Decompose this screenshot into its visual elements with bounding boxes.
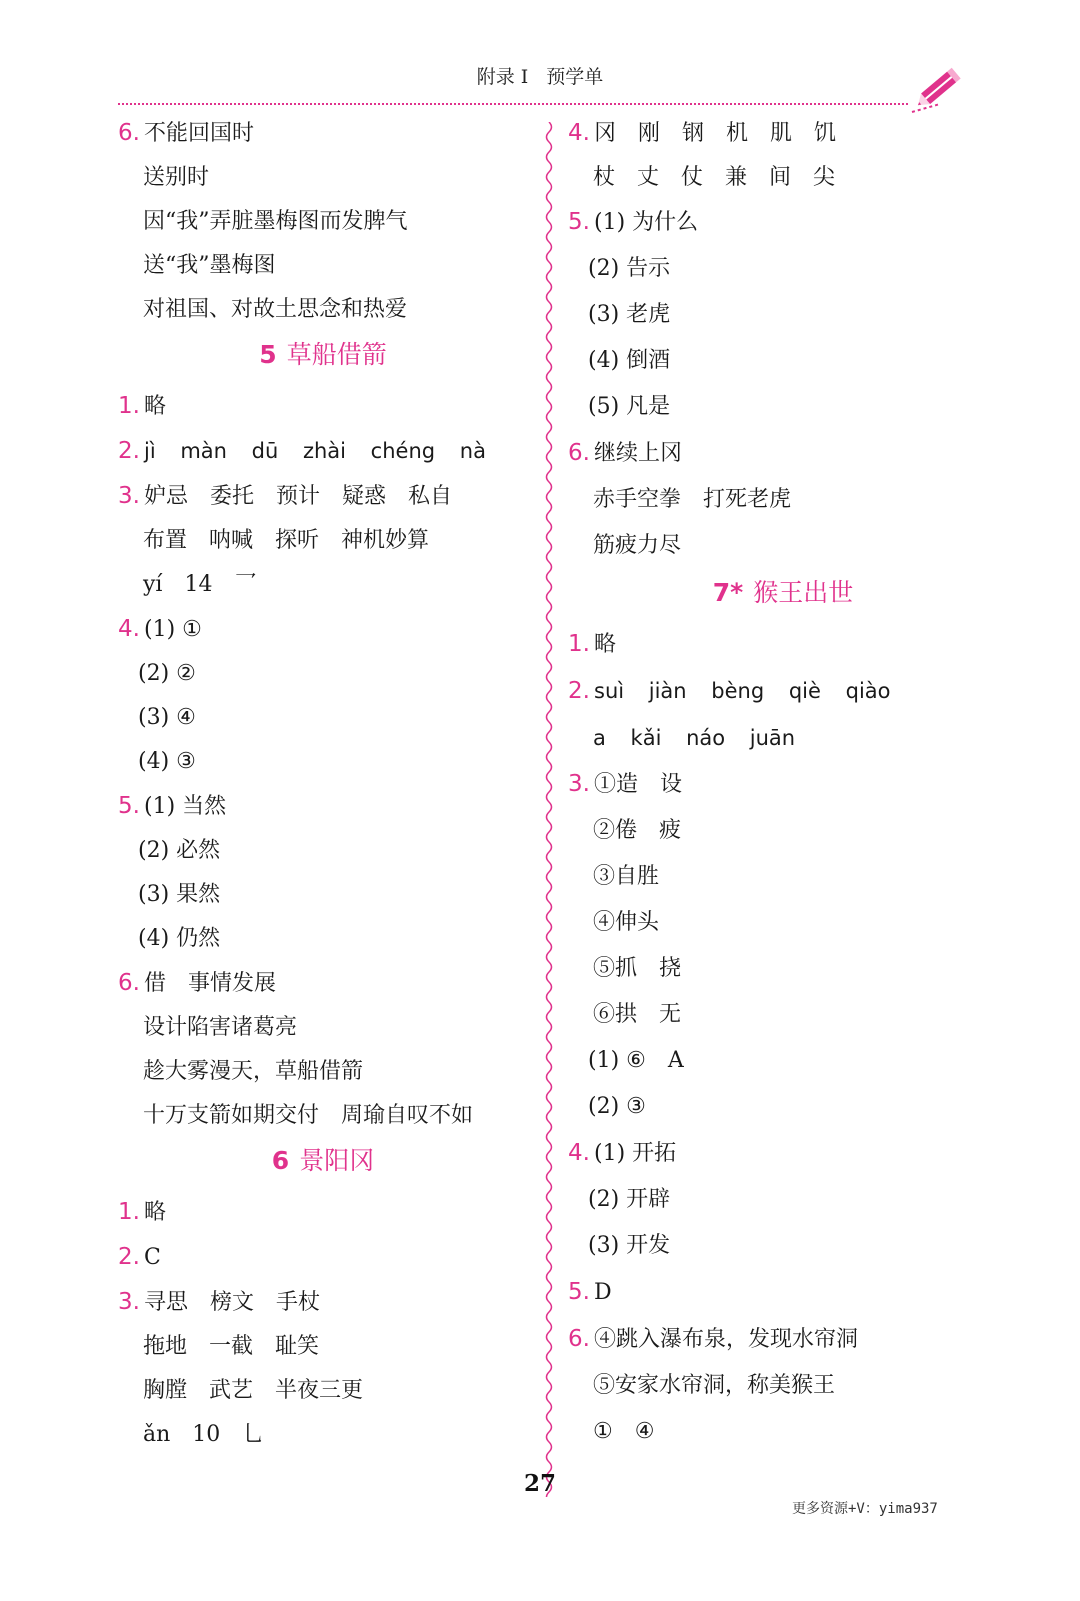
answer-line: ②倦 疲	[593, 818, 682, 843]
answer-line: (3) 果然	[138, 882, 221, 907]
answer-3	[118, 1287, 528, 1318]
answer-line: ⑤抓 挠	[593, 956, 682, 981]
question-number: 4.	[118, 616, 140, 642]
answer-text: C	[144, 1245, 161, 1270]
answer-6-prev	[118, 118, 528, 149]
lesson-number: 6	[271, 1146, 290, 1175]
answer-1	[568, 629, 998, 660]
question-number: 2.	[118, 1244, 140, 1270]
answer-text: 借 事情发展	[144, 971, 277, 996]
lesson-title: 草船借箭	[286, 340, 387, 369]
answer-line: ③自胜	[593, 864, 660, 889]
lesson-title: 景阳冈	[299, 1146, 375, 1175]
question-number: 6.	[568, 440, 590, 466]
lesson-heading-6	[118, 1145, 528, 1177]
answer-line: 布置 呐喊 探听 神机妙算	[143, 528, 430, 553]
answer-line: 送“我”墨梅图	[143, 253, 276, 278]
answer-4	[118, 614, 528, 645]
question-number: 5.	[568, 209, 590, 235]
question-number: 4.	[568, 120, 590, 146]
column-divider	[543, 122, 555, 1497]
answer-line: yí 14 乛	[143, 572, 257, 597]
answer-5	[568, 207, 998, 238]
answer-line: ① ④	[593, 1419, 655, 1444]
header-dotted-rule	[118, 103, 908, 105]
page-number: 27	[523, 1470, 556, 1497]
answer-line: (4) 仍然	[138, 926, 221, 951]
answer-1	[118, 391, 528, 422]
answer-line: (4) ③	[138, 749, 196, 774]
lesson-heading-7	[568, 577, 998, 609]
watermark-text: 更多资源+V：yima937	[792, 1501, 938, 1517]
answer-line: ⑥拱 无	[593, 1002, 682, 1027]
question-number: 1.	[118, 393, 140, 419]
answer-line: 不能回国时	[144, 121, 255, 146]
answer-line: 筋疲力尽	[593, 533, 682, 558]
answer-text: suì jiàn bèng qiè qiào	[594, 679, 891, 703]
answer-line: 赤手空拳 打死老虎	[593, 487, 792, 512]
answer-line: (3) ④	[138, 705, 196, 730]
answer-6	[568, 438, 998, 469]
question-number: 6.	[568, 1326, 590, 1352]
answer-text: 略	[594, 632, 617, 657]
answer-line: 送别时	[143, 165, 210, 190]
answer-2	[118, 1242, 528, 1273]
answer-text: (1) ①	[144, 617, 202, 642]
answer-line: (2) 必然	[138, 838, 221, 863]
question-number: 1.	[118, 1199, 140, 1225]
question-number: 6.	[118, 120, 140, 146]
answer-line: 杖 丈 仗 兼 间 尖	[593, 165, 836, 190]
answer-line: 对祖国、对故土思念和热爱	[143, 297, 408, 322]
answer-line: 拖地 一截 耻笑	[143, 1334, 320, 1359]
answer-line: (2) 开辟	[588, 1187, 671, 1212]
question-number: 3.	[118, 1289, 140, 1315]
header-appendix: 附录 I	[476, 66, 529, 88]
answer-4	[568, 118, 998, 149]
pencil-icon	[910, 60, 970, 116]
answer-3	[568, 769, 998, 800]
question-number: 6.	[118, 970, 140, 996]
answer-1	[118, 1197, 528, 1228]
question-number: 5.	[568, 1279, 590, 1305]
question-number: 4.	[568, 1140, 590, 1166]
answer-text: (1) 当然	[144, 794, 227, 819]
answer-line: 趁大雾漫天，草船借箭	[143, 1059, 364, 1084]
answer-line: ǎn 10 乚	[143, 1422, 265, 1447]
answer-2	[568, 676, 998, 707]
answer-text: (1) 开拓	[594, 1141, 677, 1166]
answer-text: ④跳入瀑布泉，发现水帘洞	[594, 1327, 859, 1352]
answer-line: 胸膛 武艺 半夜三更	[143, 1378, 364, 1403]
answer-line: (1) ⑥ A	[588, 1048, 684, 1073]
answer-line: (5) 凡是	[588, 394, 671, 419]
answer-line: (2) 告示	[588, 256, 671, 281]
answer-text: D	[594, 1280, 612, 1305]
answer-line: (2) ③	[588, 1094, 646, 1119]
lesson-number: 5	[259, 340, 277, 369]
question-number: 2.	[118, 438, 140, 464]
question-number: 5.	[118, 793, 140, 819]
answer-text: jì màn dū zhài chéng nà	[144, 439, 486, 463]
answer-5	[568, 1277, 998, 1308]
answer-line: (3) 老虎	[588, 302, 671, 327]
answer-6	[118, 968, 528, 999]
answer-line: 设计陷害诸葛亮	[143, 1015, 298, 1040]
question-number: 3.	[568, 771, 590, 797]
answer-2	[118, 436, 528, 467]
answer-5	[118, 791, 528, 822]
question-number: 3.	[118, 483, 140, 509]
answer-line: 十万支箭如期交付 周瑜自叹不如	[143, 1103, 474, 1128]
answer-text: 继续上冈	[594, 441, 683, 466]
answer-text: 略	[144, 394, 167, 419]
answer-line: ⑤安家水帘洞，称美猴王	[593, 1373, 836, 1398]
answer-line: (3) 开发	[588, 1233, 671, 1258]
answer-text: 妒忌 委托 预计 疑惑 私自	[144, 484, 453, 509]
answer-line: (4) 倒酒	[588, 348, 671, 373]
lesson-number: 7*	[712, 578, 744, 607]
lesson-title: 猴王出世	[753, 578, 854, 607]
question-number: 2.	[568, 678, 590, 704]
answer-6	[568, 1324, 998, 1355]
answer-text: 寻思 榜文 手杖	[144, 1290, 321, 1315]
answer-text: (1) 为什么	[594, 210, 699, 235]
answer-text: 略	[144, 1200, 167, 1225]
lesson-heading-5	[118, 339, 528, 371]
header-section: 预学单	[546, 66, 604, 88]
answer-text: 冈 刚 钢 机 肌 饥	[594, 121, 837, 146]
answer-line: 因“我”弄脏墨梅图而发脾气	[143, 209, 408, 234]
answer-line: (2) ②	[138, 661, 196, 686]
answer-text: ①造 设	[594, 772, 683, 797]
answer-line: ④伸头	[593, 910, 660, 935]
right-column	[568, 118, 998, 1463]
answer-4	[568, 1138, 998, 1169]
question-number: 1.	[568, 631, 590, 657]
answer-line: a kǎi náo juān	[593, 726, 796, 750]
answer-3	[118, 481, 528, 512]
left-column	[118, 118, 528, 1464]
